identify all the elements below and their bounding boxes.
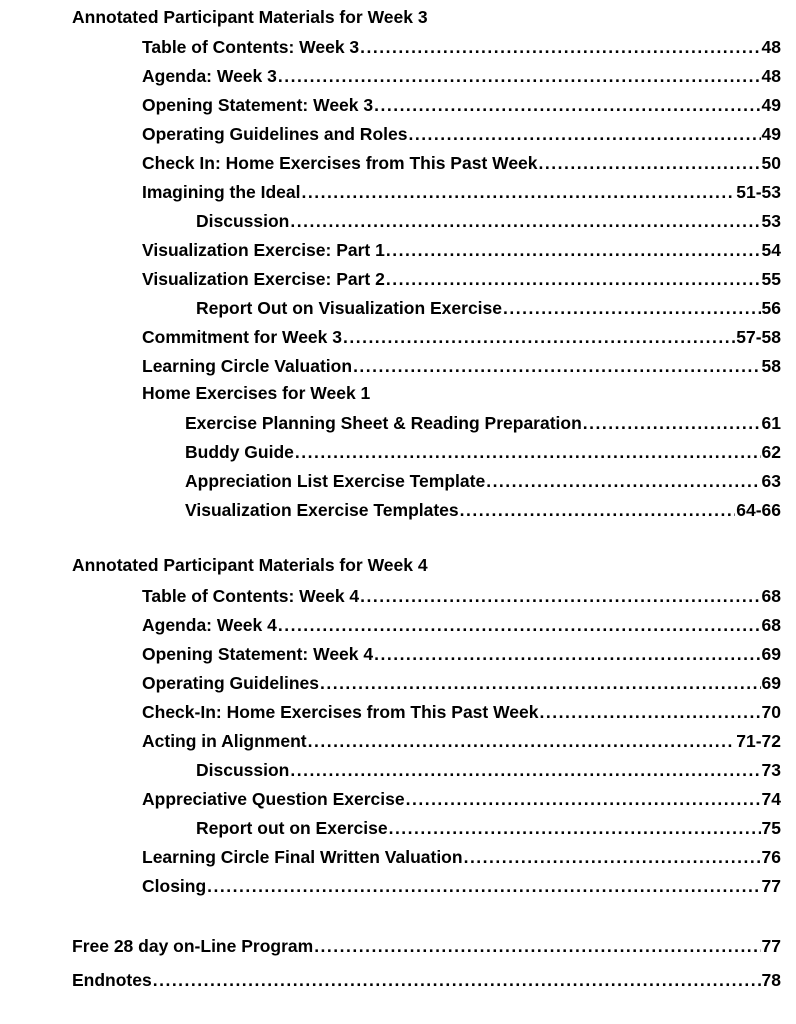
dot-leader: [464, 846, 761, 868]
dot-leader: [320, 672, 761, 694]
page-number: 50: [761, 153, 781, 173]
dot-leader: [360, 36, 760, 58]
toc-entry[interactable]: Report Out on Visualization Exercise ..... 56: [196, 295, 781, 319]
dot-leader: [302, 181, 736, 203]
toc-entry[interactable]: Opening Statement: Week 3 ..... 49: [142, 92, 781, 116]
page-number: 56: [761, 298, 781, 318]
toc-entry[interactable]: Closing ..... 77: [142, 873, 781, 897]
section-heading-week-3: Annotated Participant Materials for Week 3: [72, 7, 428, 27]
page-number: 48: [761, 37, 781, 57]
dot-leader: [353, 355, 760, 377]
toc-entry[interactable]: Report out on Exercise ..... 75: [196, 815, 781, 839]
dot-leader: [540, 701, 761, 723]
toc-entry[interactable]: Imagining the Ideal ..... 51-53: [142, 179, 781, 203]
page-number: 54: [761, 240, 781, 260]
dot-leader: [314, 935, 760, 957]
page-number: 51-53: [736, 182, 781, 202]
toc-entry[interactable]: Opening Statement: Week 4 ..... 69: [142, 641, 781, 665]
toc-subheading[interactable]: Home Exercises for Week 1: [142, 383, 371, 403]
dot-leader: [389, 817, 761, 839]
toc-entry[interactable]: Learning Circle Valuation ..... 58: [142, 353, 781, 377]
dot-leader: [360, 585, 760, 607]
dot-leader: [278, 614, 761, 636]
page-number: 62: [761, 442, 781, 462]
dot-leader: [408, 123, 760, 145]
dot-leader: [583, 412, 761, 434]
page-number: 71-72: [736, 731, 781, 751]
dot-leader: [386, 239, 761, 261]
page-number: 74: [761, 789, 781, 809]
page-number: 55: [761, 269, 781, 289]
dot-leader: [343, 326, 735, 348]
page-number: 64-66: [736, 500, 781, 520]
page-number: 49: [761, 124, 781, 144]
page-number: 73: [761, 760, 781, 780]
toc-entry[interactable]: Check In: Home Exercises from This Past Week ..... 50: [142, 150, 781, 174]
toc-entry[interactable]: Visualization Exercise: Part 2 ..... 55: [142, 266, 781, 290]
dot-leader: [486, 470, 760, 492]
page-number: 69: [761, 673, 781, 693]
page-number: 48: [761, 66, 781, 86]
dot-leader: [539, 152, 761, 174]
dot-leader: [374, 643, 760, 665]
page-number: 77: [761, 936, 781, 956]
page-number: 57-58: [736, 327, 781, 347]
toc-entry[interactable]: Operating Guidelines ..... 69: [142, 670, 781, 694]
dot-leader: [460, 499, 736, 521]
toc-entry[interactable]: Learning Circle Final Written Valuation ..... 76: [142, 844, 781, 868]
toc-entry-top[interactable]: Endnotes ..... 78: [72, 967, 781, 991]
toc-entry[interactable]: Commitment for Week 3 ..... 57-58: [142, 324, 781, 348]
dot-leader: [278, 65, 761, 87]
page-number: 49: [761, 95, 781, 115]
section-heading-week-4: Annotated Participant Materials for Week 4: [72, 555, 428, 575]
dot-leader: [308, 730, 736, 752]
toc-entry[interactable]: Discussion ..... 53: [196, 208, 781, 232]
toc-entry[interactable]: Check-In: Home Exercises from This Past Week ..... 70: [142, 699, 781, 723]
page-number: 63: [761, 471, 781, 491]
page-number: 69: [761, 644, 781, 664]
toc-entry[interactable]: Visualization Exercise Templates ..... 64-66: [185, 497, 781, 521]
toc-entry[interactable]: Agenda: Week 4 ..... 68: [142, 612, 781, 636]
toc-entry[interactable]: Buddy Guide ..... 62: [185, 439, 781, 463]
toc-entry[interactable]: Operating Guidelines and Roles ..... 49: [142, 121, 781, 145]
page-number: 68: [761, 615, 781, 635]
toc-entry[interactable]: Acting in Alignment ..... 71-72: [142, 728, 781, 752]
toc-entry[interactable]: Exercise Planning Sheet & Reading Preparation ..... 61: [185, 410, 781, 434]
page-number: 70: [761, 702, 781, 722]
page-number: 76: [761, 847, 781, 867]
page-number: 75: [761, 818, 781, 838]
dot-leader: [386, 268, 761, 290]
page-number: 68: [761, 586, 781, 606]
dot-leader: [406, 788, 761, 810]
toc-entry[interactable]: Table of Contents: Week 4 ..... 68: [142, 583, 781, 607]
page-number: 77: [761, 876, 781, 896]
toc-entry-top[interactable]: Free 28 day on-Line Program ..... 77: [72, 933, 781, 957]
dot-leader: [295, 441, 761, 463]
dot-leader: [207, 875, 760, 897]
page-number: 61: [761, 413, 781, 433]
toc-entry[interactable]: Appreciation List Exercise Template ..... 63: [185, 468, 781, 492]
page-number: 53: [761, 211, 781, 231]
toc-entry[interactable]: Visualization Exercise: Part 1 ..... 54: [142, 237, 781, 261]
dot-leader: [290, 210, 760, 232]
dot-leader: [503, 297, 761, 319]
dot-leader: [290, 759, 760, 781]
toc-entry[interactable]: Table of Contents: Week 3 ..... 48: [142, 34, 781, 58]
toc-entry[interactable]: Discussion ..... 73: [196, 757, 781, 781]
page-number: 58: [761, 356, 781, 376]
toc-entry[interactable]: Agenda: Week 3 ..... 48: [142, 63, 781, 87]
dot-leader: [374, 94, 760, 116]
dot-leader: [153, 969, 761, 991]
toc-entry[interactable]: Appreciative Question Exercise ..... 74: [142, 786, 781, 810]
page-number: 78: [761, 970, 781, 990]
